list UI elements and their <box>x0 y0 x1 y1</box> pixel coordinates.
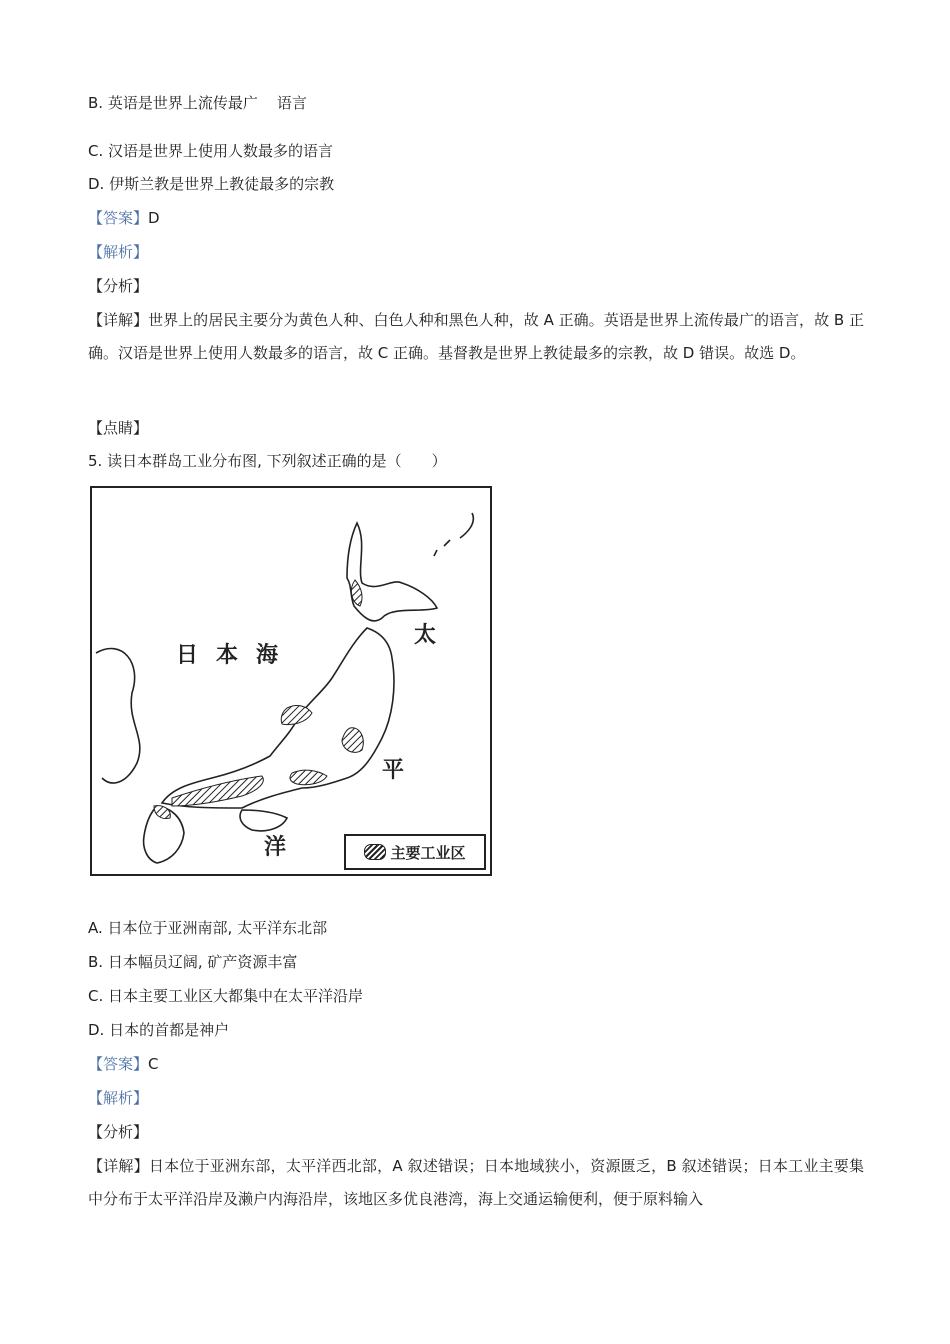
hokkaido <box>347 523 437 621</box>
japan-industry-map <box>90 486 492 876</box>
industrial-zone-keihin <box>342 728 363 753</box>
industrial-zone-chukyo <box>290 770 327 785</box>
q4-answer <box>88 208 160 228</box>
q4-option-d: D. 伊斯兰教是世界上教徒最多的宗教 <box>88 175 335 193</box>
q4-option-c: C. 汉语是世界上使用人数最多的语言 <box>88 142 334 160</box>
map-label-ben: 本 <box>216 642 239 668</box>
q5-option-c: C. 日本主要工业区大都集中在太平洋沿岸 <box>88 987 364 1005</box>
map-label-ri: 日 <box>176 642 199 668</box>
q5-jiexi: 【解析】 <box>88 1089 149 1107</box>
shikoku <box>240 810 287 831</box>
q5-option-d: D. 日本的首都是神户 <box>88 1021 230 1039</box>
q5-question: 5. 读日本群岛工业分布图, 下列叙述正确的是（ ） <box>88 452 447 470</box>
q4-detail <box>88 304 864 370</box>
answer-value: C <box>148 1055 159 1073</box>
q5-answer <box>88 1054 159 1074</box>
map-label-tai: 太 <box>414 622 437 648</box>
map-label-ping: 平 <box>382 757 405 783</box>
q5-fenxi: 【分析】 <box>88 1123 149 1141</box>
detail-tag: 【详解】 <box>88 1157 149 1175</box>
map-legend <box>344 834 486 870</box>
industrial-zone-hokuriku <box>281 706 312 725</box>
detail-tag: 【详解】 <box>88 311 149 329</box>
industrial-zone-kitakyushu <box>154 806 170 819</box>
answer-tag: 【答案】 <box>88 209 149 227</box>
answer-value: D <box>148 209 160 227</box>
q4-dianjing: 【点睛】 <box>88 419 149 437</box>
legend-label: 主要工业区 <box>390 843 466 862</box>
detail-text: 日本位于亚洲东部，太平洋西北部，A 叙述错误；日本地域狭小，资源匮乏，B 叙述错误；日本工业主要集中分布于太平洋沿岸及濑户内海沿岸，该地区多优良港湾，海上交通运输便利，便于原料输入 <box>88 1157 864 1208</box>
answer-tag: 【答案】 <box>88 1055 149 1073</box>
q4-jiexi: 【解析】 <box>88 243 149 261</box>
q5-option-b: B. 日本幅员辽阔, 矿产资源丰富 <box>88 953 298 971</box>
kuril-islands <box>434 513 473 556</box>
q4-option-b: B. 英语是世界上流传最广 语言 <box>88 94 307 112</box>
q5-option-a: A. 日本位于亚洲南部, 太平洋东北部 <box>88 919 328 937</box>
industrial-zone-setouchi <box>172 776 263 806</box>
q5-detail <box>88 1150 864 1216</box>
detail-text: 世界上的居民主要分为黄色人种、白色人种和黑色人种，故 A 正确。英语是世界上流传最广的语言，故 B 正确。汉语是世界上使用人数最多的语言，故 C 正确。基督教是世界上教徒最多的宗教，故 D 错误。故选 D。 <box>88 311 864 362</box>
q4-fenxi: 【分析】 <box>88 277 149 295</box>
korea-coast <box>96 649 140 783</box>
map-label-hai: 海 <box>256 642 279 668</box>
legend-hatch-swatch <box>364 844 386 860</box>
map-label-yang: 洋 <box>264 834 287 860</box>
map-outline <box>92 488 490 874</box>
